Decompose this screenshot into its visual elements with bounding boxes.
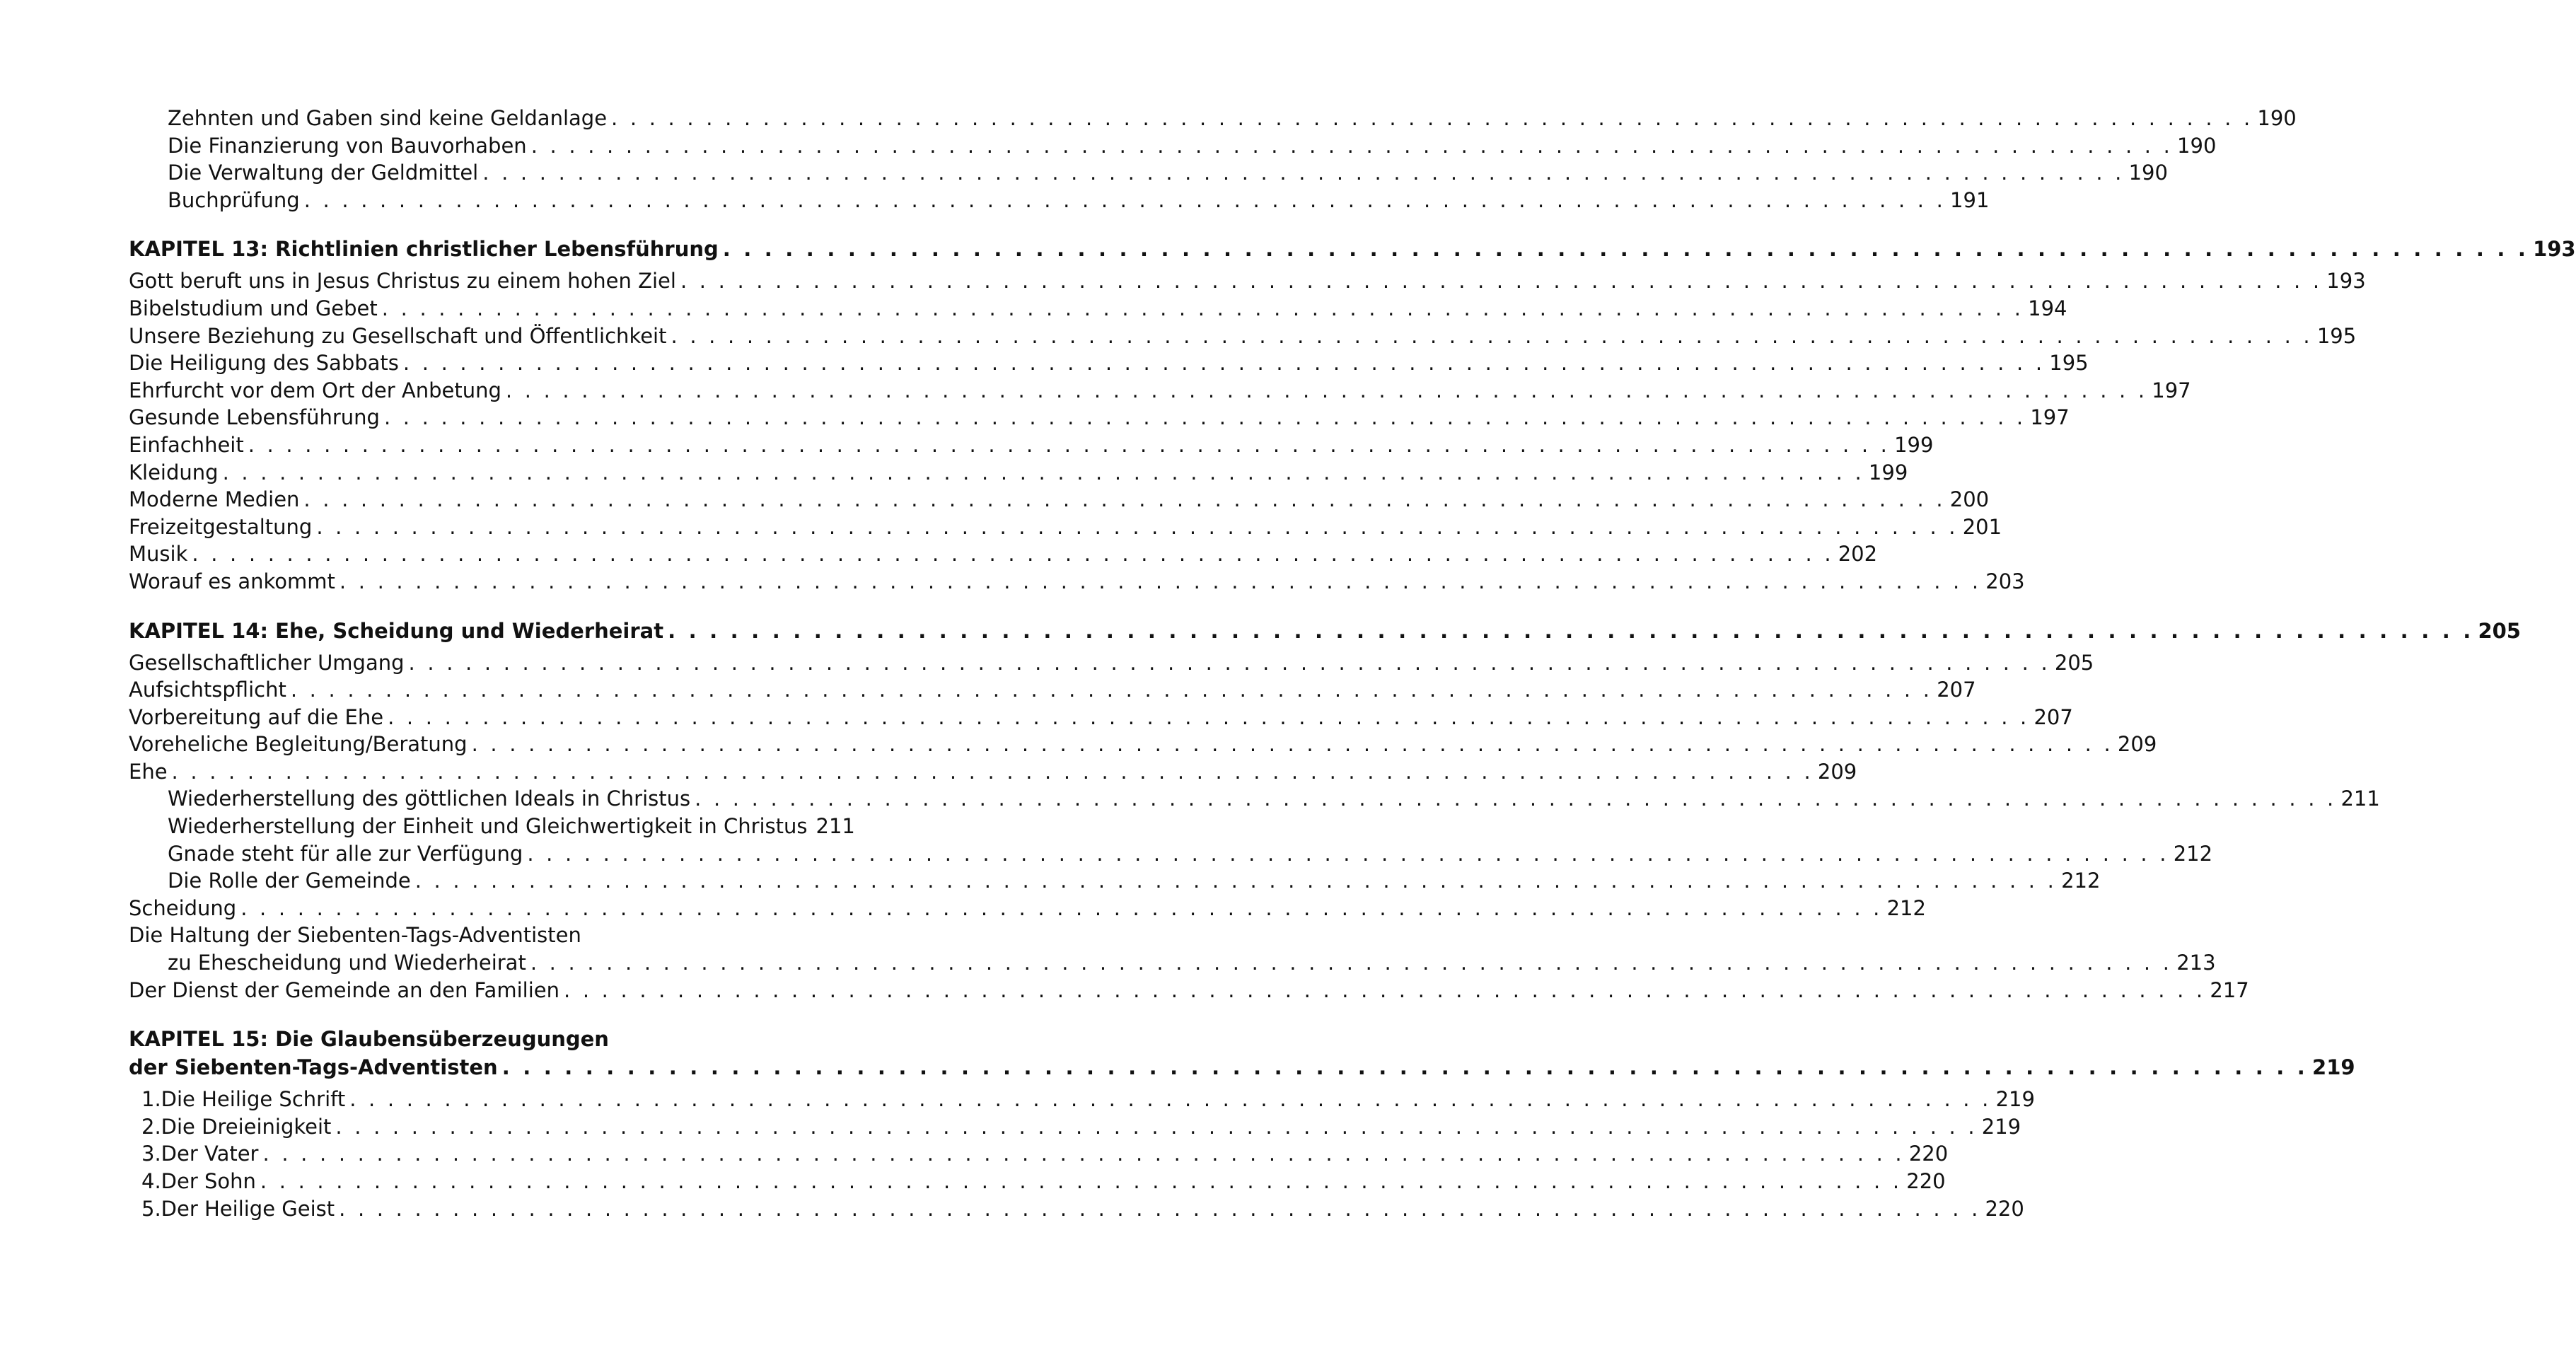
entry-number: 4. — [141, 1169, 161, 1193]
dot-leader — [668, 617, 2473, 645]
entry-number: 3. — [141, 1142, 161, 1166]
toc-entry[interactable] — [129, 922, 803, 949]
entry-title: Buchprüfung — [168, 187, 300, 212]
toc-entry[interactable] — [129, 1168, 1946, 1195]
toc-entry[interactable] — [129, 758, 1857, 786]
dot-leader — [403, 349, 2045, 377]
entry-number: 2. — [141, 1114, 161, 1139]
entry-title: Scheidung — [129, 895, 237, 920]
toc-entry[interactable] — [129, 895, 1926, 922]
entry-title: Der Heilige Geist — [161, 1196, 335, 1221]
dot-leader — [335, 1113, 1977, 1141]
entry-title: Ehe — [129, 759, 168, 784]
page-number: 199 — [1894, 432, 1934, 457]
toc-entry[interactable] — [129, 132, 2217, 160]
chapter-heading — [129, 617, 2521, 645]
page-number: 207 — [2033, 704, 2073, 729]
page-number: 193 — [2533, 237, 2576, 262]
toc-entry[interactable] — [129, 459, 1908, 487]
entry-number: 5. — [141, 1196, 161, 1221]
chapter-title: der Siebenten-Tags-Adventisten — [129, 1055, 498, 1080]
dot-leader — [192, 540, 1833, 568]
dot-leader — [248, 431, 1890, 459]
page-number: 194 — [2028, 296, 2067, 320]
chapter-heading-line[interactable] — [129, 617, 2521, 645]
dot-leader — [472, 731, 2113, 758]
entry-title: Die Finanzierung von Bauvorhaben — [168, 133, 527, 158]
page-number: 207 — [1937, 678, 1976, 702]
page-number: 191 — [1950, 187, 1990, 212]
chapter-heading-line[interactable] — [129, 1025, 803, 1053]
page-number: 205 — [2054, 650, 2094, 675]
page-number: 203 — [1985, 569, 2025, 593]
chapter-heading-line[interactable] — [129, 235, 2576, 263]
page-number: 195 — [2049, 351, 2089, 376]
toc-entry[interactable] — [129, 187, 1990, 214]
page-number: 202 — [1838, 542, 1878, 567]
toc-entry[interactable] — [129, 568, 2025, 596]
entry-title: Bibelstudium und Gebet — [129, 296, 378, 320]
toc-section — [129, 1025, 2355, 1222]
dot-leader — [531, 132, 2173, 160]
entry-title: Worauf es ankommt — [129, 569, 335, 593]
entry-title: Die Heilige Schrift — [161, 1087, 346, 1112]
toc-entry[interactable] — [129, 1113, 2021, 1141]
entry-title: Die Rolle der Gemeinde — [168, 869, 411, 893]
dot-leader — [262, 1140, 1904, 1168]
chapter-title: KAPITEL 13: Richtlinien christlicher Lebensführung — [129, 237, 719, 262]
toc-entry[interactable] — [129, 1195, 2024, 1223]
dot-leader — [680, 267, 2322, 295]
dot-leader — [223, 459, 1864, 487]
page-number: 217 — [2210, 977, 2249, 1002]
toc-entry[interactable] — [129, 540, 1878, 568]
page-number: 220 — [1985, 1196, 2024, 1221]
dot-leader — [723, 235, 2529, 263]
page-number: 201 — [1962, 514, 2002, 539]
page-number: 209 — [1817, 759, 1857, 784]
dot-leader — [172, 758, 1814, 786]
dot-leader — [502, 1053, 2308, 1081]
toc-entry[interactable] — [129, 977, 2249, 1004]
toc-entry[interactable] — [129, 840, 2213, 868]
chapter-heading — [129, 235, 2576, 263]
toc-entry[interactable] — [129, 431, 1934, 459]
entry-title: Die Heiligung des Sabbats — [129, 351, 399, 376]
entry-title: Unsere Beziehung zu Gesellschaft und Öffentlichkeit — [129, 323, 667, 348]
dot-leader — [409, 649, 2050, 677]
entry-title: Wiederherstellung der Einheit und Gleichwertigkeit in Christus — [168, 814, 808, 839]
page-number: 197 — [2030, 405, 2070, 430]
toc-entry[interactable] — [129, 731, 2157, 758]
dot-leader — [482, 159, 2124, 187]
entry-title: Musik — [129, 542, 188, 567]
entry-title: Voreheliche Begleitung/Beratung — [129, 732, 468, 757]
entry-title: Der Sohn — [161, 1169, 256, 1193]
toc-entry[interactable] — [129, 1140, 1949, 1168]
toc-entry[interactable] — [129, 867, 2101, 895]
page-number: 190 — [2128, 161, 2168, 185]
page-number: 190 — [2177, 133, 2217, 158]
dot-leader — [260, 1168, 1902, 1195]
page-number: 199 — [1868, 460, 1908, 484]
entry-title: zu Ehescheidung und Wiederheirat — [168, 951, 526, 975]
toc-entry[interactable] — [129, 404, 2070, 431]
toc-entry[interactable] — [129, 785, 2380, 813]
entry-title: Gesellschaftlicher Umgang — [129, 650, 405, 675]
dot-leader — [340, 568, 1981, 596]
entry-title: Vorbereitung auf die Ehe — [129, 704, 384, 729]
page-number: 205 — [2478, 618, 2521, 643]
toc-entry[interactable] — [129, 486, 1990, 513]
dot-leader — [671, 323, 2312, 350]
page-number: 211 — [2340, 787, 2380, 811]
page-number: 213 — [2176, 951, 2216, 975]
entry-title: Moderne Medien — [129, 487, 300, 512]
page-number: 219 — [1981, 1114, 2021, 1139]
toc-entry[interactable] — [129, 949, 2216, 977]
entry-title: Die Dreieinigkeit — [161, 1114, 332, 1139]
page-number: 200 — [1949, 487, 1990, 512]
entry-number: 1. — [141, 1087, 161, 1112]
chapter-title: KAPITEL 15: Die Glaubensüberzeugungen — [129, 1027, 609, 1052]
chapter-heading — [129, 1025, 2355, 1081]
toc-entry[interactable] — [129, 295, 2067, 323]
toc-section — [129, 617, 2521, 1004]
toc-entry[interactable] — [129, 105, 2297, 132]
page-number: 212 — [1886, 895, 1926, 920]
dot-leader — [349, 1086, 1991, 1113]
dot-leader — [527, 840, 2169, 868]
toc-entry[interactable] — [129, 676, 1976, 704]
toc-entry[interactable] — [129, 323, 2357, 350]
entry-title: Gnade steht für alle zur Verfügung — [168, 841, 523, 866]
dot-leader — [415, 867, 2057, 895]
page-number: 220 — [1908, 1142, 1949, 1166]
entry-title: Ehrfurcht vor dem Ort der Anbetung — [129, 378, 501, 402]
toc-entry[interactable] — [129, 349, 2089, 377]
entry-title: Die Haltung der Siebenten-Tags-Adventisten — [129, 923, 581, 948]
dot-leader — [695, 785, 2336, 813]
chapter-title: KAPITEL 14: Ehe, Scheidung und Wiederheirat — [129, 618, 664, 643]
page-number: 195 — [2316, 323, 2357, 348]
toc-section — [129, 235, 2576, 595]
entry-title: Einfachheit — [129, 432, 244, 457]
entry-title: Der Dienst der Gemeinde an den Familien — [129, 977, 559, 1002]
dot-leader — [384, 404, 2026, 431]
page-number: 219 — [1995, 1087, 2035, 1112]
entry-title: Aufsichtspflicht — [129, 678, 286, 702]
toc-entry[interactable] — [129, 649, 2094, 677]
toc-entry[interactable] — [129, 159, 2168, 187]
entry-title: Gesunde Lebensführung — [129, 405, 380, 430]
dot-leader — [506, 377, 2147, 405]
toc-entry[interactable] — [129, 1086, 2035, 1113]
page-number: 193 — [2326, 269, 2366, 294]
page-number: 220 — [1906, 1169, 1946, 1193]
dot-leader — [339, 1195, 1980, 1223]
dot-leader — [382, 295, 2024, 323]
dot-leader — [316, 513, 1958, 541]
chapter-heading-line[interactable] — [129, 1053, 2355, 1081]
page-number: 219 — [2312, 1055, 2355, 1080]
page-number: 190 — [2257, 106, 2297, 130]
dot-leader — [530, 949, 2172, 977]
page-number: 212 — [2173, 841, 2213, 866]
dot-leader — [611, 105, 2253, 132]
page-number: 212 — [2061, 869, 2101, 893]
toc-entry[interactable] — [129, 704, 2073, 731]
toc-entry[interactable] — [129, 267, 2366, 295]
entry-title: Gott beruft uns in Jesus Christus zu einem hohen Ziel — [129, 269, 676, 294]
entry-title: Zehnten und Gaben sind keine Geldanlage — [168, 106, 608, 130]
toc-entry[interactable] — [129, 813, 855, 840]
dot-leader — [564, 977, 2205, 1004]
toc-entry[interactable] — [129, 513, 2002, 541]
page-number: 197 — [2152, 378, 2191, 402]
dot-leader — [303, 486, 1945, 513]
dot-leader — [291, 676, 1932, 704]
dot-leader — [240, 895, 1882, 922]
toc-section — [129, 105, 2297, 214]
page-number: 211 — [816, 814, 855, 839]
entry-title: Wiederherstellung des göttlichen Ideals in Christus — [168, 787, 691, 811]
table-of-contents — [129, 105, 2576, 1222]
entry-title: Die Verwaltung der Geldmittel — [168, 161, 479, 185]
dot-leader — [388, 704, 2029, 731]
toc-entry[interactable] — [129, 377, 2191, 405]
entry-title: Der Vater — [161, 1142, 259, 1166]
dot-leader — [304, 187, 1946, 214]
entry-title: Kleidung — [129, 460, 219, 484]
page-number: 209 — [2117, 732, 2157, 757]
entry-title: Freizeitgestaltung — [129, 514, 313, 539]
